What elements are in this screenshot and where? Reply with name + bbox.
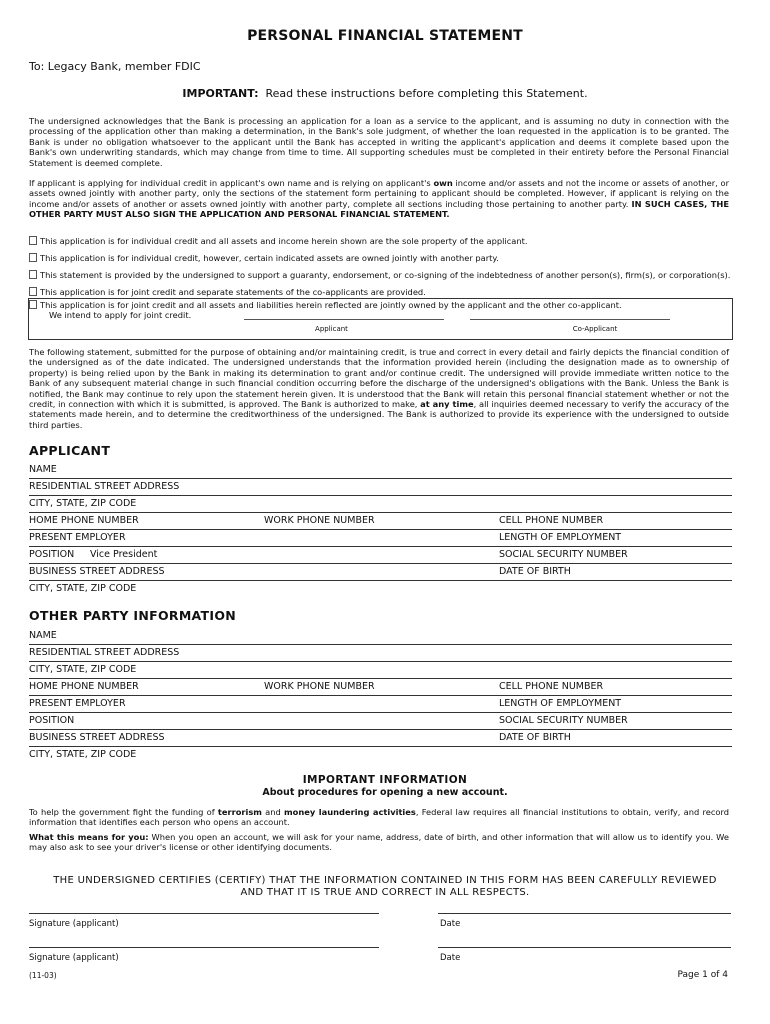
checkbox-label: This application is for individual credit, however, certain indicated assets are owned jointly with another party. bbox=[40, 253, 499, 263]
employer-label: PRESENT EMPLOYER bbox=[29, 698, 126, 709]
applicant-paragraph bbox=[29, 178, 729, 220]
date-label-1: Date bbox=[440, 919, 461, 929]
info-paragraph-2 bbox=[29, 832, 729, 853]
work-phone-label: WORK PHONE NUMBER bbox=[264, 681, 375, 692]
name-label: NAME bbox=[29, 464, 57, 475]
certification-text: The following statement, submitted for the purpose of obtaining and/or maintaining credit, is true and correct in every detail and fairly depicts the financial condition of the undersigned as of the date indicated. The undersigned understands that the information provided herein (including the designation made as to ownership of property) is being relied upon by the Bank in making its determination to grant and/or continue credit. The undersigned will provide immediate written notice to the Bank of any subsequent material change in such financial condition occurring before the discharge of the undersigned's obligations with the Bank. Unless the Bank is notified, the Bank may continue to rely upon the statement herein given. It is understood that the Bank will retain this personal financial statement whether or not the credit, in connection with which it is submitted, is approved. The Bank is authorized to make, bbox=[29, 347, 729, 410]
signature-line-2[interactable] bbox=[29, 947, 379, 948]
checkbox-icon[interactable] bbox=[29, 253, 37, 262]
checkbox-option-4[interactable] bbox=[29, 287, 731, 297]
applicant-employer-row[interactable] bbox=[29, 530, 732, 547]
checkbox-option-3[interactable] bbox=[29, 270, 731, 280]
checkbox-icon[interactable] bbox=[29, 287, 37, 296]
certification-text-2: , all inquiries deemed necessary to verify the accuracy of the statements made herein, and to determine the creditworthiness of the undersigned. The Bank is authorized to provide its experience with the undersigned to outside third parties. bbox=[29, 399, 729, 430]
info-what-text: When you open an account, we will ask for your name, address, date of birth, and other information that will allow us to identify you. We may also ask to see your driver's license or other identifying documents. bbox=[29, 832, 729, 853]
form-code: (11-03) bbox=[29, 971, 57, 980]
coapplicant-signature-line[interactable] bbox=[470, 319, 670, 320]
applicant-signature-line[interactable] bbox=[244, 319, 444, 320]
other-position-row[interactable] bbox=[29, 713, 732, 730]
checkbox-option-5[interactable] bbox=[29, 300, 731, 310]
info-what-label: What this means for you: bbox=[29, 832, 149, 842]
position-label: POSITION bbox=[29, 549, 75, 560]
signature-label-1: Signature (applicant) bbox=[29, 919, 119, 929]
joint-intent-text: We intend to apply for joint credit. bbox=[49, 310, 192, 320]
intro-paragraph: The undersigned acknowledges that the Bank is processing an application for a loan as a service to the applicant, and is assuming no duty in connection with the processing of the application other than making a determination, in the Bank's sole judgment, of whether the loan requested in the application is to be granted. The Bank is under no obligation whatsoever to the applicant until the Bank has accepted in writing the applicant's application and deems it complete based upon the Bank's own underwriting standards, which may change from time to time. All supporting schedules must be completed in their entirety before the Personal Financial Statement is deemed complete. bbox=[29, 116, 729, 168]
applicant-residential-row[interactable] bbox=[29, 479, 732, 496]
length-label: LENGTH OF EMPLOYMENT bbox=[499, 532, 622, 543]
applicant-city-row[interactable] bbox=[29, 496, 732, 513]
other-city-row[interactable] bbox=[29, 662, 732, 679]
applicant-paragraph-caps: IN SUCH CASES, THE OTHER PARTY MUST ALSO SIGN THE APPLICATION AND PERSONAL FINANCIAL STATEMENT. bbox=[29, 198, 729, 220]
applicant-name-row[interactable] bbox=[29, 462, 732, 479]
date-line-2[interactable] bbox=[438, 947, 731, 948]
checkbox-option-2[interactable] bbox=[29, 253, 731, 263]
page-title: PERSONAL FINANCIAL STATEMENT bbox=[247, 28, 523, 44]
info-bold-money: money laundering activities bbox=[284, 807, 416, 817]
other-employer-row[interactable] bbox=[29, 696, 732, 713]
info-text: To help the government fight the funding of bbox=[29, 807, 218, 817]
info-text-2: , Federal law requires all financial institutions to obtain, verify, and record information that identifies each person who opens an account. bbox=[29, 807, 729, 828]
city-label: CITY, STATE, ZIP CODE bbox=[29, 583, 137, 594]
city-label: CITY, STATE, ZIP CODE bbox=[29, 749, 137, 760]
date-label-2: Date bbox=[440, 953, 461, 963]
certify-line-2: AND THAT IT IS TRUE AND CORRECT IN ALL RESPECTS. bbox=[240, 887, 530, 898]
applicant-phone-row[interactable] bbox=[29, 513, 732, 530]
dob-label: DATE OF BIRTH bbox=[499, 732, 571, 743]
important-label: IMPORTANT: bbox=[182, 87, 259, 100]
ssn-label: SOCIAL SECURITY NUMBER bbox=[499, 549, 628, 560]
city-label: CITY, STATE, ZIP CODE bbox=[29, 498, 137, 509]
residential-label: RESIDENTIAL STREET ADDRESS bbox=[29, 481, 180, 492]
applicant-paragraph-own: own bbox=[433, 178, 453, 188]
other-residential-row[interactable] bbox=[29, 645, 732, 662]
checkbox-label: This application is for joint credit and separate statements of the co-applicants are provided. bbox=[40, 287, 426, 297]
info-text-and: and bbox=[261, 807, 285, 817]
ssn-label: SOCIAL SECURITY NUMBER bbox=[499, 715, 628, 726]
page-number: Page 1 of 4 bbox=[677, 970, 728, 980]
home-phone-label: HOME PHONE NUMBER bbox=[29, 681, 139, 692]
other-business-row[interactable] bbox=[29, 730, 732, 747]
important-text: Read these instructions before completing this Statement. bbox=[265, 87, 588, 100]
business-label: BUSINESS STREET ADDRESS bbox=[29, 732, 165, 743]
residential-label: RESIDENTIAL STREET ADDRESS bbox=[29, 647, 180, 658]
checkbox-icon[interactable] bbox=[29, 300, 37, 309]
applicant-city2-row[interactable] bbox=[29, 581, 732, 597]
cell-phone-label: CELL PHONE NUMBER bbox=[499, 515, 604, 526]
certification-paragraph bbox=[29, 347, 729, 430]
date-line-1[interactable] bbox=[438, 913, 731, 914]
applicant-heading: APPLICANT bbox=[29, 443, 111, 458]
other-phone-row[interactable] bbox=[29, 679, 732, 696]
checkbox-label: This application is for joint credit and all assets and liabilities herein reflected are jointly owned by the applicant and the other co-applicant. bbox=[40, 300, 622, 310]
checkbox-label: This statement is provided by the undersigned to support a guaranty, endorsement, or co-signing of the indebtedness of another person(s), firm(s), or corporation(s). bbox=[40, 270, 731, 280]
applicant-business-row[interactable] bbox=[29, 564, 732, 581]
city-label: CITY, STATE, ZIP CODE bbox=[29, 664, 137, 675]
signature-line-1[interactable] bbox=[29, 913, 379, 914]
checkbox-icon[interactable] bbox=[29, 270, 37, 279]
length-label: LENGTH OF EMPLOYMENT bbox=[499, 698, 622, 709]
name-label: NAME bbox=[29, 630, 57, 641]
dob-label: DATE OF BIRTH bbox=[499, 566, 571, 577]
certify-line-1: THE UNDERSIGNED CERTIFIES (CERTIFY) THAT THE INFORMATION CONTAINED IN THIS FORM HAS BEEN CAREFULLY REVIEWED bbox=[53, 875, 717, 886]
applicant-paragraph-text-2: income and/or assets and not the income or assets of another, or assets owned jointly with another party, only the sections of the statement form pertaining to applicant should be completed. However, if applicant is relying on the income and/or assets of another or assets owned jointly with another party, complete all sections including those pertaining to another party. bbox=[29, 178, 729, 209]
checkbox-option-1[interactable] bbox=[29, 236, 731, 246]
other-party-heading: OTHER PARTY INFORMATION bbox=[29, 608, 237, 623]
other-name-row[interactable] bbox=[29, 628, 732, 645]
business-label: BUSINESS STREET ADDRESS bbox=[29, 566, 165, 577]
employer-label: PRESENT EMPLOYER bbox=[29, 532, 126, 543]
important-notice bbox=[0, 87, 770, 100]
position-value: Vice President bbox=[90, 549, 158, 560]
info-paragraph-1 bbox=[29, 807, 729, 828]
applicant-label: Applicant bbox=[315, 325, 348, 333]
position-label: POSITION bbox=[29, 715, 75, 726]
info-bold-terrorism: terrorism bbox=[217, 807, 262, 817]
checkbox-icon[interactable] bbox=[29, 236, 37, 245]
coapplicant-label: Co-Applicant bbox=[572, 325, 618, 333]
applicant-paragraph-text: If applicant is applying for individual credit in applicant's own name and is relying on applicant's bbox=[29, 178, 434, 188]
signature-label-2: Signature (applicant) bbox=[29, 953, 119, 963]
info-heading: IMPORTANT INFORMATION bbox=[302, 774, 468, 786]
other-city2-row[interactable] bbox=[29, 747, 732, 763]
info-subheading: About procedures for opening a new account. bbox=[262, 787, 508, 798]
home-phone-label: HOME PHONE NUMBER bbox=[29, 515, 139, 526]
work-phone-label: WORK PHONE NUMBER bbox=[264, 515, 375, 526]
cell-phone-label: CELL PHONE NUMBER bbox=[499, 681, 604, 692]
checkbox-label: This application is for individual credit and all assets and income herein shown are the sole property of the applicant. bbox=[40, 236, 528, 246]
certification-bold: at any time bbox=[420, 399, 474, 410]
to-line: To: Legacy Bank, member FDIC bbox=[29, 60, 201, 73]
applicant-position-row[interactable] bbox=[29, 547, 732, 564]
